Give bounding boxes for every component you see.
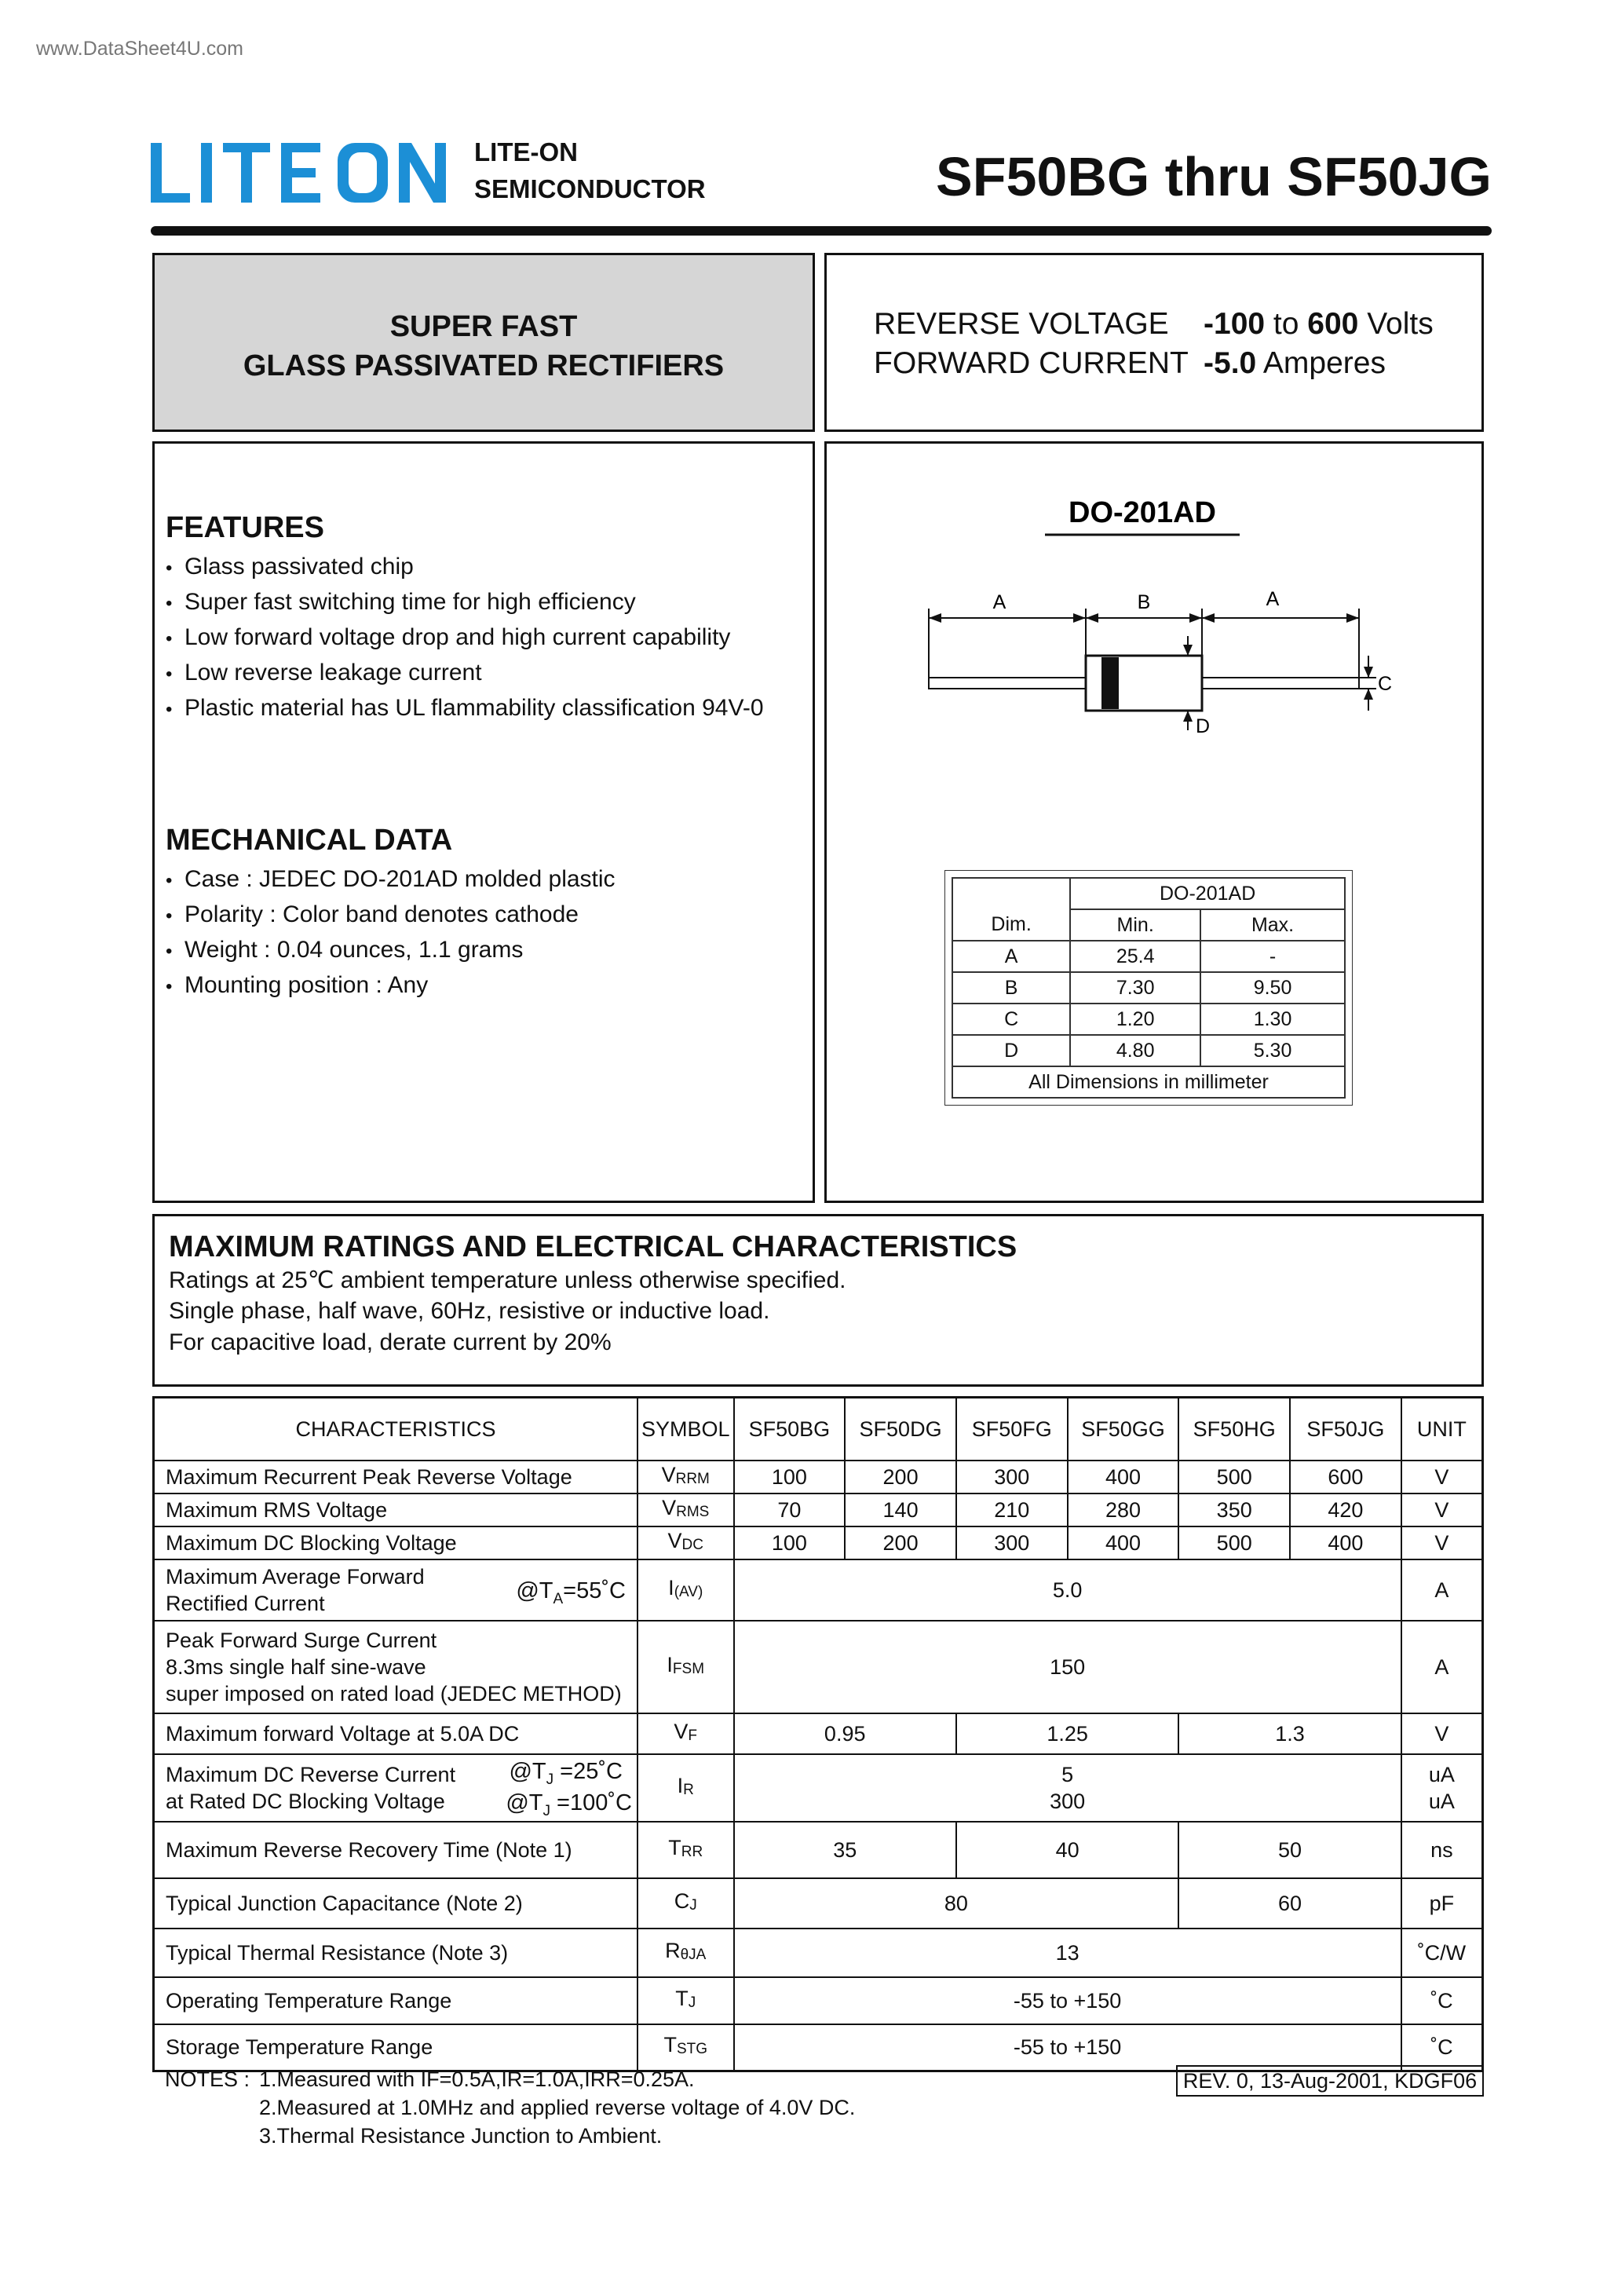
row-symbol: $R_{\theta JA}$ <box>637 1929 734 1977</box>
table-row <box>154 1621 1483 1713</box>
unit-cell: ˚C <box>1401 2024 1483 2071</box>
value-cell: 1.3 <box>1178 1713 1401 1754</box>
headline-line2: GLASS PASSIVATED RECTIFIERS <box>243 349 725 382</box>
company-name-line1: LITE-ON <box>474 137 578 166</box>
table-header-row <box>154 1398 1483 1461</box>
unit-cell: A <box>1401 1559 1483 1621</box>
reverse-voltage-unit: Volts <box>1358 307 1434 341</box>
forward-current-prefix: - <box>1204 346 1214 380</box>
value-cell: 280 <box>1068 1493 1179 1526</box>
row-label: Maximum forward Voltage at 5.0A DC <box>154 1713 637 1754</box>
table-row <box>952 1035 1345 1066</box>
col-header-characteristics: CHARACTERISTICS <box>154 1398 637 1461</box>
forward-current-value: 5.0 <box>1214 346 1257 380</box>
value-cell: 200 <box>845 1461 956 1493</box>
reverse-voltage-line <box>874 307 1434 342</box>
features-box <box>152 441 815 1203</box>
unit-cell: ˚C/W <box>1401 1929 1483 1977</box>
reverse-voltage-max: 600 <box>1307 307 1359 341</box>
table-row <box>154 1977 1483 2024</box>
col-header-sf50dg: SF50DG <box>845 1398 956 1461</box>
col-header-sf50fg: SF50FG <box>956 1398 1068 1461</box>
row-label: Peak Forward Surge Current 8.3ms single half sine-wave super imposed on rated load (JEDEC METHOD) <box>154 1621 637 1713</box>
value-cell: 600 <box>1290 1461 1401 1493</box>
unit-cell: pF <box>1401 1878 1483 1929</box>
forward-current-line <box>874 346 1386 381</box>
row-label: Storage Temperature Range <box>154 2024 637 2071</box>
value-cell: -55 to +150 <box>734 1977 1401 2024</box>
table-row <box>952 972 1345 1004</box>
row-symbol: $V_F$ <box>637 1713 734 1754</box>
value-cell: 300 <box>956 1461 1068 1493</box>
value-cell: 5.0 <box>734 1559 1401 1621</box>
row-symbol: $C_J$ <box>637 1878 734 1929</box>
dim-cell: 7.30 <box>1070 972 1200 1004</box>
row-label: Maximum Recurrent Peak Reverse Voltage <box>154 1461 637 1493</box>
unit-cell: uA uA <box>1401 1754 1483 1822</box>
row-label: Maximum Reverse Recovery Time (Note 1) <box>154 1822 637 1878</box>
dim-cell: 9.50 <box>1200 972 1345 1004</box>
col-header-sf50hg: SF50HG <box>1178 1398 1290 1461</box>
row-symbol: $V_{RMS}$ <box>637 1493 734 1526</box>
notes-prefix: NOTES : <box>165 2067 256 2091</box>
value-cell: 40 <box>956 1822 1178 1878</box>
dim-label-c: C <box>1378 673 1393 695</box>
row-symbol: $V_{DC}$ <box>637 1526 734 1559</box>
value-cell: 80 <box>734 1878 1179 1929</box>
dimension-table <box>952 877 1346 1099</box>
unit-cell: V <box>1401 1526 1483 1559</box>
company-name-line2: SEMICONDUCTOR <box>474 174 706 203</box>
max-ratings-line: Single phase, half wave, 60Hz, resistive or inductive load. <box>169 1298 770 1324</box>
max-ratings-box <box>152 1214 1484 1387</box>
dim-header: Dim. <box>952 909 1070 941</box>
col-header-sf50gg: SF50GG <box>1068 1398 1179 1461</box>
unit-cell: V <box>1401 1713 1483 1754</box>
dim-label-b: B <box>1137 591 1151 613</box>
value-cell: 5 300 <box>734 1754 1401 1822</box>
reverse-voltage-label: REVERSE VOLTAGE <box>874 307 1169 341</box>
mechanical-list <box>166 861 616 1003</box>
value-cell: 50 <box>1178 1822 1401 1878</box>
value-cell: 500 <box>1178 1526 1290 1559</box>
value-cell: 70 <box>734 1493 846 1526</box>
dim-header: Min. <box>1070 909 1200 941</box>
dim-cell: 1.30 <box>1200 1004 1345 1035</box>
list-item: • Plastic material has UL flammability classification 94V-0 <box>166 695 764 721</box>
package-name: DO-201AD <box>1069 496 1216 529</box>
value-cell: 420 <box>1290 1493 1401 1526</box>
liteon-logo <box>151 133 465 212</box>
row-label: Maximum DC Blocking Voltage <box>154 1526 637 1559</box>
row-symbol: $I_{(AV)}$ <box>637 1559 734 1621</box>
row-label: Typical Junction Capacitance (Note 2) <box>154 1878 637 1929</box>
revision-label: REV. 0, 13-Aug-2001, KDGF06 <box>1176 2065 1484 2097</box>
header-rule <box>151 226 1492 236</box>
headline-line1: SUPER FAST <box>389 310 578 343</box>
value-cell: 100 <box>734 1461 846 1493</box>
table-row <box>154 1526 1483 1559</box>
list-item: • Case : JEDEC DO-201AD molded plastic <box>166 866 616 892</box>
dim-cell: D <box>952 1035 1070 1066</box>
row-label: Operating Temperature Range <box>154 1977 637 2024</box>
list-item: • Super fast switching time for high efficiency <box>166 589 636 615</box>
headline-box <box>152 253 815 432</box>
table-row <box>154 1929 1483 1977</box>
table-row <box>154 1754 1483 1822</box>
value-cell: 1.25 <box>956 1713 1178 1754</box>
row-label: Maximum DC Reverse Current at Rated DC Blocking Voltage $@T_J$ =25˚C $@T_J$ =100˚C <box>154 1754 637 1822</box>
max-ratings-line: Ratings at 25℃ ambient temperature unless otherwise specified. <box>169 1267 846 1293</box>
table-cell <box>952 878 1070 909</box>
dim-label-a2: A <box>1266 588 1280 610</box>
col-header-symbol: SYMBOL <box>637 1398 734 1461</box>
note-2: 2.Measured at 1.0MHz and applied reverse voltage of 4.0V DC. <box>259 2096 856 2119</box>
table-row <box>952 941 1345 972</box>
features-list <box>166 549 764 726</box>
row-label: Maximum Average Forward Rectified Current $@T_A=55˚C$ <box>154 1559 637 1621</box>
dim-cell: 4.80 <box>1070 1035 1200 1066</box>
list-item: • Weight : 0.04 ounces, 1.1 grams <box>166 937 524 963</box>
note-1: 1.Measured with IF=0.5A,IR=1.0A,IRR=0.25A. <box>259 2067 695 2091</box>
row-symbol: $I_{FSM}$ <box>637 1621 734 1713</box>
dim-label-a1: A <box>992 591 1006 613</box>
value-cell: 300 <box>956 1526 1068 1559</box>
row-label: Typical Thermal Resistance (Note 3) <box>154 1929 637 1977</box>
value-cell: 140 <box>845 1493 956 1526</box>
table-row <box>952 909 1345 941</box>
table-row <box>952 1066 1345 1098</box>
reverse-voltage-to: to <box>1265 307 1308 341</box>
list-item: • Mounting position : Any <box>166 972 429 998</box>
dim-header: Max. <box>1200 909 1345 941</box>
value-cell: 60 <box>1178 1878 1401 1929</box>
max-ratings-title: MAXIMUM RATINGS AND ELECTRICAL CHARACTERISTICS <box>169 1230 1017 1263</box>
row-symbol: $T_{RR}$ <box>637 1822 734 1878</box>
features-title: FEATURES <box>166 511 324 544</box>
reverse-voltage-prefix: - <box>1204 307 1214 341</box>
dim-cell: - <box>1200 941 1345 972</box>
value-cell: 35 <box>734 1822 956 1878</box>
max-ratings-line: For capacitive load, derate current by 20% <box>169 1329 612 1355</box>
value-cell: 100 <box>734 1526 846 1559</box>
table-row <box>154 1493 1483 1526</box>
list-item: • Low reverse leakage current <box>166 660 482 686</box>
row-symbol: $T_{STG}$ <box>637 2024 734 2071</box>
value-cell: 400 <box>1290 1526 1401 1559</box>
dim-cell: 1.20 <box>1070 1004 1200 1035</box>
forward-current-label: FORWARD CURRENT <box>874 346 1189 380</box>
dim-cell: 5.30 <box>1200 1035 1345 1066</box>
value-cell: 500 <box>1178 1461 1290 1493</box>
dim-table-footer: All Dimensions in millimeter <box>952 1066 1345 1098</box>
note-3: 3.Thermal Resistance Junction to Ambient. <box>259 2124 663 2148</box>
unit-cell: A <box>1401 1621 1483 1713</box>
table-row <box>154 1559 1483 1621</box>
value-cell: 400 <box>1068 1461 1179 1493</box>
row-symbol: $V_{RRM}$ <box>637 1461 734 1493</box>
table-row <box>154 1822 1483 1878</box>
list-item: • Low forward voltage drop and high current capability <box>166 624 731 650</box>
row-label: Maximum RMS Voltage <box>154 1493 637 1526</box>
unit-cell: ns <box>1401 1822 1483 1878</box>
table-row <box>952 1004 1345 1035</box>
reverse-voltage-min: 100 <box>1214 307 1266 341</box>
row-symbol: $T_J$ <box>637 1977 734 2024</box>
notes <box>165 2065 855 2150</box>
unit-cell: V <box>1401 1461 1483 1493</box>
col-header-sf50jg: SF50JG <box>1290 1398 1401 1461</box>
dim-table-package: DO-201AD <box>1070 878 1345 909</box>
mechanical-title: MECHANICAL DATA <box>166 824 453 857</box>
table-row <box>154 1461 1483 1493</box>
value-cell: -55 to +150 <box>734 2024 1401 2071</box>
table-row <box>154 1878 1483 1929</box>
table-row <box>154 1713 1483 1754</box>
value-cell: 350 <box>1178 1493 1290 1526</box>
forward-current-unit: Amperes <box>1256 346 1386 380</box>
value-cell: 210 <box>956 1493 1068 1526</box>
value-cell: 200 <box>845 1526 956 1559</box>
characteristics-table <box>152 1396 1484 2072</box>
dim-cell: 25.4 <box>1070 941 1200 972</box>
product-title: SF50BG thru SF50JG <box>936 146 1492 207</box>
watermark-text: www.DataSheet4U.com <box>36 38 244 60</box>
table-row <box>154 2024 1483 2071</box>
unit-cell: ˚C <box>1401 1977 1483 2024</box>
dim-label-d: D <box>1196 715 1211 737</box>
unit-cell: V <box>1401 1493 1483 1526</box>
cathode-band <box>1101 657 1119 709</box>
ratings-summary-box <box>824 253 1484 432</box>
dim-cell: B <box>952 972 1070 1004</box>
list-item: • Polarity : Color band denotes cathode <box>166 901 579 927</box>
col-header-unit: UNIT <box>1401 1398 1483 1461</box>
value-cell: 150 <box>734 1621 1401 1713</box>
col-header-sf50bg: SF50BG <box>734 1398 846 1461</box>
value-cell: 13 <box>734 1929 1401 1977</box>
value-cell: 0.95 <box>734 1713 956 1754</box>
row-symbol: $I_R$ <box>637 1754 734 1822</box>
dim-cell: A <box>952 941 1070 972</box>
list-item: • Glass passivated chip <box>166 554 414 579</box>
dim-cell: C <box>952 1004 1070 1035</box>
value-cell: 400 <box>1068 1526 1179 1559</box>
